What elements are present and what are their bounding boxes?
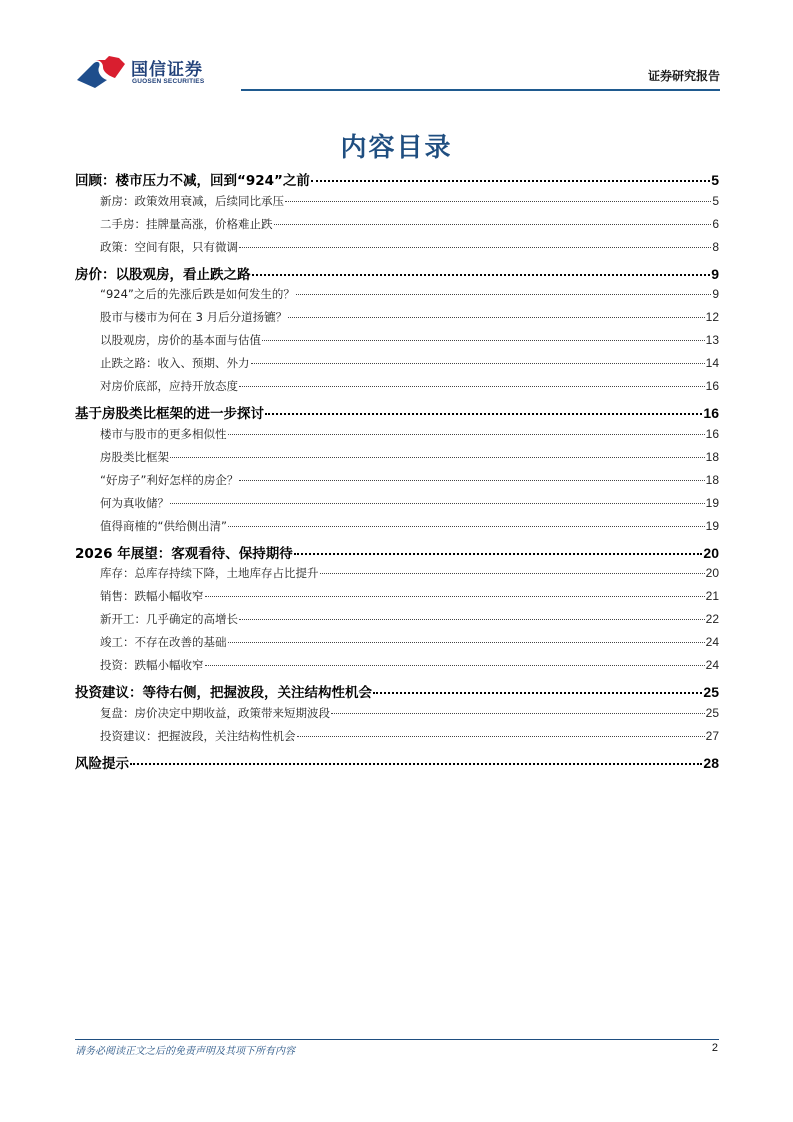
toc-subsection-entry[interactable] bbox=[75, 426, 719, 449]
toc-section-entry[interactable] bbox=[75, 751, 719, 776]
toc-entry-label: 竣工：不存在改善的基础 bbox=[100, 635, 227, 649]
toc-subsection-entry[interactable] bbox=[75, 378, 719, 401]
toc-entry-label: “好房子”利好怎样的房企？ bbox=[100, 472, 239, 487]
logo-chinese-name: 国信证券 bbox=[131, 60, 203, 80]
toc-subsection-entry[interactable] bbox=[75, 449, 719, 472]
toc-subsection-entry[interactable] bbox=[75, 193, 719, 216]
toc-entry-page: 20 bbox=[703, 544, 719, 561]
toc-section-entry[interactable] bbox=[75, 680, 719, 705]
toc-entry-label: 股市与楼市为何在 3 月后分道扬镳？ bbox=[100, 310, 288, 324]
toc-leader-dots bbox=[285, 201, 711, 202]
toc-leader-dots bbox=[274, 224, 712, 225]
toc-entry-label: 房价：以股观房，看止跌之路 bbox=[75, 266, 251, 283]
toc-entry-label: 2026 年展望：客观看待、保持期待 bbox=[75, 545, 293, 562]
toc-subsection-entry[interactable] bbox=[75, 286, 719, 309]
toc-entry-label: 楼市与股市的更多相似性 bbox=[100, 426, 227, 441]
toc-entry-label: 政策：空间有限，只有微调 bbox=[100, 239, 238, 254]
toc-leader-dots bbox=[239, 247, 711, 248]
toc-subsection-entry[interactable] bbox=[75, 728, 719, 751]
toc-leader-dots bbox=[239, 619, 705, 620]
toc-entry-label: 止跌之路：收入、预期、外力 bbox=[100, 356, 250, 370]
toc-entry-label: 二手房：挂牌量高涨，价格难止跌 bbox=[100, 216, 273, 231]
toc-entry-page: 16 bbox=[703, 405, 719, 421]
toc-entry-label: 基于房股类比框架的进一步探讨 bbox=[75, 406, 264, 422]
toc-entry-page: 13 bbox=[705, 333, 719, 347]
report-type-label: 证券研究报告 bbox=[647, 69, 720, 83]
toc-subsection-entry[interactable] bbox=[75, 239, 719, 262]
toc-entry-page: 6 bbox=[712, 216, 719, 231]
toc-leader-dots bbox=[170, 457, 705, 458]
toc-leader-dots bbox=[320, 573, 705, 574]
toc-entry-page: 27 bbox=[705, 728, 719, 743]
toc-entry-page: 19 bbox=[705, 518, 719, 533]
footer-divider bbox=[75, 1039, 719, 1040]
toc-subsection-entry[interactable] bbox=[75, 355, 719, 378]
table-of-contents bbox=[75, 168, 719, 775]
toc-entry-page: 22 bbox=[705, 612, 719, 626]
toc-section-entry[interactable] bbox=[75, 541, 719, 566]
toc-leader-dots bbox=[205, 596, 705, 597]
toc-leader-dots bbox=[228, 642, 705, 643]
toc-entry-label: 投资建议：等待右侧，把握波段，关注结构性机会 bbox=[75, 685, 372, 701]
toc-subsection-entry[interactable] bbox=[75, 588, 719, 611]
toc-leader-dots bbox=[239, 386, 705, 387]
toc-leader-dots bbox=[296, 294, 711, 295]
toc-leader-dots bbox=[252, 274, 711, 276]
toc-entry-page: 5 bbox=[711, 172, 719, 188]
toc-entry-page: 5 bbox=[712, 193, 719, 208]
toc-entry-label: 以股观房，房价的基本面与估值 bbox=[100, 333, 261, 347]
guosen-logo bbox=[75, 52, 235, 88]
toc-section-entry[interactable] bbox=[75, 262, 719, 287]
toc-subsection-entry[interactable] bbox=[75, 216, 719, 239]
toc-entry-page: 24 bbox=[705, 658, 719, 672]
header-divider bbox=[241, 89, 720, 91]
toc-entry-label: 库存：总库存持续下降，土地库存占比提升 bbox=[100, 566, 319, 580]
page-header bbox=[75, 52, 720, 92]
toc-leader-dots bbox=[297, 736, 705, 737]
toc-subsection-entry[interactable] bbox=[75, 634, 719, 657]
toc-leader-dots bbox=[228, 434, 705, 435]
toc-subsection-entry[interactable] bbox=[75, 565, 719, 588]
toc-leader-dots bbox=[239, 480, 704, 481]
logo-english-name: GUOSEN SECURITIES bbox=[132, 78, 205, 85]
toc-entry-page: 20 bbox=[705, 566, 719, 580]
toc-entry-label: 回顾：楼市压力不减，回到“924”之前 bbox=[75, 173, 310, 189]
toc-leader-dots bbox=[294, 553, 703, 555]
toc-entry-label: 风险提示 bbox=[75, 755, 129, 772]
toc-entry-page: 25 bbox=[705, 705, 719, 720]
toc-entry-page: 19 bbox=[705, 495, 719, 510]
toc-section-entry[interactable] bbox=[75, 168, 719, 193]
toc-subsection-entry[interactable] bbox=[75, 705, 719, 728]
toc-entry-label: 房股类比框架 bbox=[100, 449, 169, 464]
toc-entry-page: 18 bbox=[705, 472, 719, 487]
toc-entry-page: 21 bbox=[705, 589, 719, 603]
toc-entry-page: 25 bbox=[703, 684, 719, 700]
toc-subsection-entry[interactable] bbox=[75, 472, 719, 495]
toc-subsection-entry[interactable] bbox=[75, 495, 719, 518]
toc-entry-label: 投资：跌幅小幅收窄 bbox=[100, 658, 204, 672]
toc-entry-label: 新房：政策效用衰减，后续同比承压 bbox=[100, 193, 284, 208]
toc-leader-dots bbox=[228, 526, 705, 527]
toc-entry-page: 9 bbox=[712, 287, 719, 301]
toc-entry-label: 复盘：房价决定中期收益，政策带来短期波段 bbox=[100, 705, 330, 720]
toc-leader-dots bbox=[331, 713, 705, 714]
toc-leader-dots bbox=[373, 692, 702, 694]
toc-leader-dots bbox=[288, 317, 705, 318]
toc-entry-label: 投资建议：把握波段，关注结构性机会 bbox=[100, 728, 296, 743]
toc-entry-label: 销售：跌幅小幅收窄 bbox=[100, 589, 204, 603]
toc-entry-page: 18 bbox=[705, 449, 719, 464]
toc-entry-label: 值得商榷的“供给侧出清” bbox=[100, 518, 227, 533]
toc-leader-dots bbox=[130, 763, 702, 765]
guosen-logo-icon bbox=[75, 56, 129, 90]
toc-subsection-entry[interactable] bbox=[75, 309, 719, 332]
toc-leader-dots bbox=[205, 665, 705, 666]
toc-entry-page: 14 bbox=[705, 356, 719, 370]
toc-leader-dots bbox=[311, 180, 710, 182]
toc-leader-dots bbox=[170, 503, 705, 504]
toc-entry-page: 24 bbox=[705, 635, 719, 649]
toc-entry-page: 8 bbox=[712, 239, 719, 254]
toc-subsection-entry[interactable] bbox=[75, 611, 719, 634]
toc-subsection-entry[interactable] bbox=[75, 657, 719, 680]
toc-entry-page: 16 bbox=[705, 379, 719, 393]
page-number: 2 bbox=[711, 1042, 718, 1054]
toc-leader-dots bbox=[265, 413, 702, 415]
toc-subsection-entry[interactable] bbox=[75, 518, 719, 541]
toc-leader-dots bbox=[251, 363, 705, 364]
toc-entry-label: “924”之后的先涨后跌是如何发生的？ bbox=[100, 287, 295, 301]
toc-entry-page: 16 bbox=[705, 426, 719, 441]
toc-subsection-entry[interactable] bbox=[75, 332, 719, 355]
toc-section-entry[interactable] bbox=[75, 401, 719, 426]
toc-entry-label: 对房价底部，应持开放态度 bbox=[100, 379, 238, 393]
toc-title: 内容目录 bbox=[340, 133, 453, 163]
toc-entry-label: 新开工：几乎确定的高增长 bbox=[100, 612, 238, 626]
footer-disclaimer: 请务必阅读正文之后的免责声明及其项下所有内容 bbox=[75, 1046, 295, 1057]
toc-leader-dots bbox=[262, 340, 705, 341]
toc-entry-label: 何为真收储？ bbox=[100, 495, 169, 510]
toc-entry-page: 9 bbox=[711, 265, 719, 282]
toc-entry-page: 12 bbox=[705, 310, 719, 324]
toc-entry-page: 28 bbox=[703, 754, 719, 771]
